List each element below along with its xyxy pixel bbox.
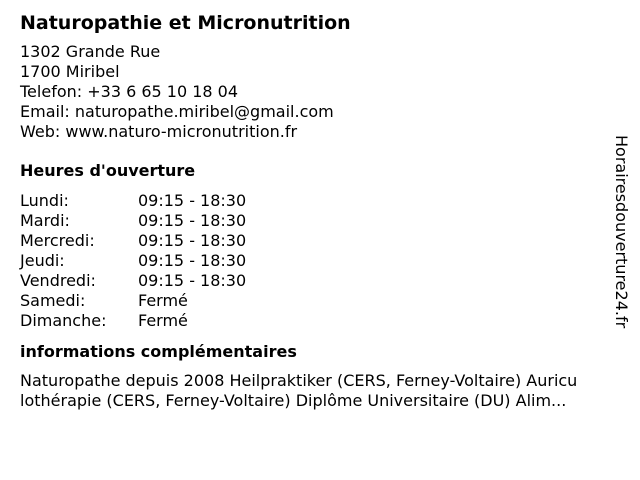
hours-day: Samedi: [20, 291, 86, 310]
hours-day: Dimanche: [20, 311, 107, 330]
email-address: Email: naturopathe.miribel@gmail.com [20, 102, 334, 121]
info-heading: informations complémentaires [20, 342, 297, 361]
info-description-line: lothérapie (CERS, Ferney-Voltaire) Diplôme Universitaire (DU) Alim... [20, 391, 567, 410]
city-address: 1700 Miribel [20, 62, 120, 81]
hours-time: 09:15 - 18:30 [138, 271, 247, 290]
website-address: Web: www.naturo-micronutrition.fr [20, 122, 298, 141]
hours-row-monday [20, 191, 626, 211]
street-address: 1302 Grande Rue [20, 42, 161, 61]
info-description-line: Naturopathe depuis 2008 Heilpraktiker (CERS, Ferney-Voltaire) Auricu [20, 371, 578, 390]
hours-row-thursday [20, 251, 626, 271]
hours-heading: Heures d'ouverture [20, 161, 196, 180]
hours-table [20, 191, 626, 331]
hours-time: 09:15 - 18:30 [138, 191, 247, 210]
hours-row-saturday [20, 291, 626, 311]
hours-day: Mardi: [20, 211, 70, 230]
hours-row-sunday [20, 311, 626, 331]
info-description [20, 371, 626, 411]
site-watermark: Horairesdouverture24.fr [612, 135, 631, 329]
hours-time: 09:15 - 18:30 [138, 231, 247, 250]
hours-row-friday [20, 271, 626, 291]
hours-row-wednesday [20, 231, 626, 251]
hours-row-tuesday [20, 211, 626, 231]
phone-number: Telefon: +33 6 65 10 18 04 [20, 82, 239, 101]
hours-time: Fermé [138, 311, 188, 330]
business-card [20, 11, 626, 411]
hours-time: Fermé [138, 291, 188, 310]
hours-day: Lundi: [20, 191, 69, 210]
address-block [20, 42, 626, 142]
hours-time: 09:15 - 18:30 [138, 211, 247, 230]
hours-day: Vendredi: [20, 271, 96, 290]
business-name: Naturopathie et Micronutrition [20, 12, 351, 34]
hours-day: Jeudi: [20, 251, 65, 270]
hours-day: Mercredi: [20, 231, 95, 250]
hours-time: 09:15 - 18:30 [138, 251, 247, 270]
